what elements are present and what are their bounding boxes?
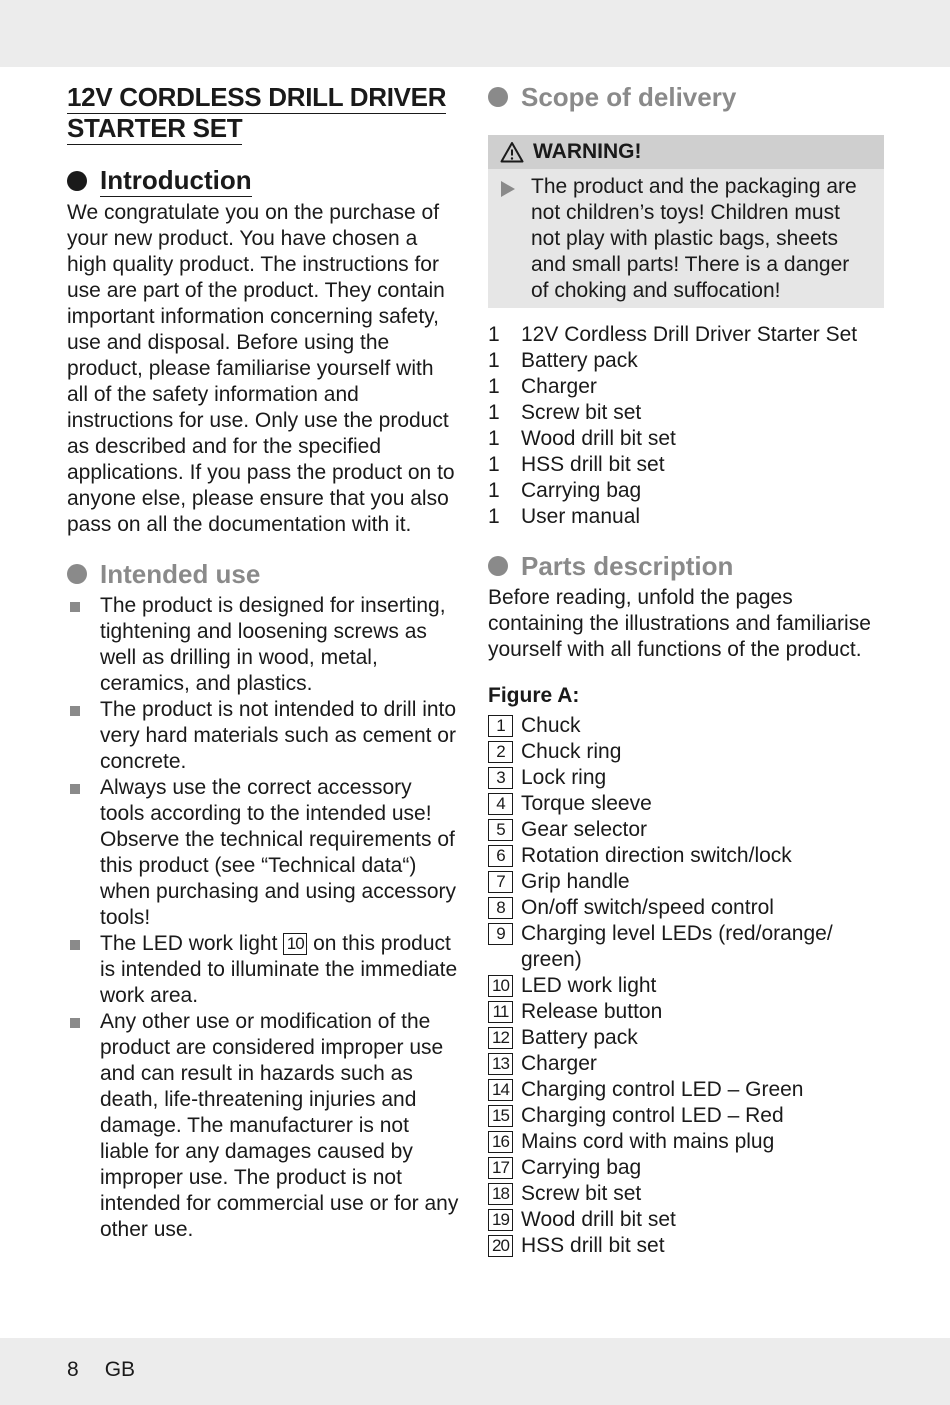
document-title-line2: STARTER SET: [67, 113, 243, 143]
part-number-box: 13: [488, 1053, 513, 1075]
part-name: Charging level LEDs (red/orange/ green): [521, 922, 833, 971]
warning-text: The product and the packaging are not children’s toys! Children must not play with plastic bags, sheets and small parts! There is a danger of choking and suffocation!: [531, 175, 857, 302]
list-item: 1 Charger: [488, 375, 597, 398]
list-item: 1 Screw bit set: [488, 401, 642, 424]
parts-list: [488, 713, 884, 1259]
header-band: [0, 0, 950, 67]
list-item: 1 Wood drill bit set: [488, 427, 676, 450]
arrow-right-icon: [501, 181, 515, 197]
bullet-dot-icon: [488, 87, 508, 107]
part-name: Wood drill bit set: [521, 1208, 676, 1231]
part-name: Charging control LED – Red: [521, 1104, 784, 1127]
part-item: [488, 843, 884, 869]
warning-body: [488, 169, 884, 308]
part-name: Torque sleeve: [521, 792, 652, 815]
part-item: [488, 765, 884, 791]
part-number-box: 9: [488, 923, 513, 945]
document-title: [67, 82, 459, 144]
part-item: [488, 1103, 884, 1129]
square-bullet-icon: [70, 706, 80, 716]
part-item: [488, 713, 884, 739]
part-name: Charger: [521, 1052, 597, 1075]
part-item: [488, 1077, 884, 1103]
scope-of-delivery-heading: [488, 81, 884, 113]
warning-title: WARNING!: [533, 140, 642, 163]
list-item: 1 User manual: [488, 505, 641, 528]
part-item: [488, 973, 884, 999]
parts-description-heading: [488, 550, 884, 582]
part-name: Screw bit set: [521, 1182, 642, 1205]
list-item: Always use the correct accessory tools according to the intended use! Observe the technical requirements of this product (see “Technical data“) when purchasing and using accessory tools!: [67, 775, 459, 931]
part-item: [488, 1233, 884, 1259]
footer: [67, 1358, 161, 1382]
part-item: [488, 739, 884, 765]
square-bullet-icon: [70, 1018, 80, 1028]
part-item: [488, 1129, 884, 1155]
part-number-box: 6: [488, 845, 513, 867]
part-name: Chuck: [521, 714, 581, 737]
intended-use-list: [67, 593, 459, 1243]
part-item: [488, 921, 884, 973]
part-item: [488, 895, 884, 921]
part-item: [488, 791, 884, 817]
part-name: Chuck ring: [521, 740, 622, 763]
part-name: Gear selector: [521, 818, 648, 841]
part-number-box: 10: [488, 975, 513, 997]
part-name: Rotation direction switch/lock: [521, 844, 792, 867]
part-item: [488, 869, 884, 895]
part-number-box: 1: [488, 715, 513, 737]
part-number-box: 14: [488, 1079, 513, 1101]
part-number-box: 7: [488, 871, 513, 893]
part-name: Release button: [521, 1000, 663, 1023]
part-name: Mains cord with mains plug: [521, 1130, 775, 1153]
list-item: The product is designed for inserting, tightening and loosening screws as well as drilling in wood, metal, ceramics, and plastics.: [67, 593, 459, 697]
square-bullet-icon: [70, 940, 80, 950]
scope-of-delivery-heading-text: Scope of delivery: [521, 82, 737, 112]
list-item: The LED work light 10 on this product is intended to illuminate the immediate work area.: [67, 931, 459, 1009]
part-number-box: 11: [488, 1001, 513, 1023]
introduction-text: We congratulate you on the purchase of your new product. You have chosen a high quality product. The instructions for use are part of the product. They contain important information concerning safety, use and disposal. Before using the product, please familiarise yourself with all of the safety information and instructions for use. Only use the product as described and for the specified applications. If you pass the product on to anyone else, please ensure that you also pass on all the documentation with it.: [67, 201, 455, 536]
document-title-line1: 12V CORDLESS DRILL DRIVER: [67, 82, 447, 112]
part-number-box: 5: [488, 819, 513, 841]
warning-header: [488, 135, 884, 169]
part-name: Lock ring: [521, 766, 607, 789]
warning-triangle-icon: [500, 141, 524, 163]
list-item: Any other use or modification of the product are considered improper use and can result in hazards such as death, life-threatening injuries and damage. The manufacturer is not liable for any damages caused by improper use. The product is not intended for commercial use or for any other use.: [67, 1009, 459, 1243]
intended-use-heading-text: Intended use: [100, 559, 261, 589]
figure-label: Figure A:: [488, 684, 580, 707]
list-item: 1 Battery pack: [488, 349, 638, 372]
page-number: 8: [67, 1358, 79, 1381]
part-item: [488, 999, 884, 1025]
parts-description-heading-text: Parts description: [521, 551, 734, 581]
parts-description-text: Before reading, unfold the pages containing the illustrations and familiarise yourself with all functions of the product.: [488, 586, 871, 661]
left-column: [67, 80, 459, 1243]
bullet-dot-icon: [488, 556, 508, 576]
introduction-heading-text: Introduction: [100, 165, 252, 195]
list-item: 1 HSS drill bit set: [488, 453, 665, 476]
part-name: Grip handle: [521, 870, 630, 893]
part-item: [488, 1155, 884, 1181]
part-number-box: 4: [488, 793, 513, 815]
part-item: [488, 1025, 884, 1051]
list-item: 1 Carrying bag: [488, 479, 642, 502]
part-number-box: 20: [488, 1235, 513, 1257]
part-number-box: 2: [488, 741, 513, 763]
part-item: [488, 1207, 884, 1233]
part-item: [488, 1181, 884, 1207]
part-number-box: 8: [488, 897, 513, 919]
part-reference-box: 10: [283, 933, 307, 955]
list-item: The product is not intended to drill into very hard materials such as cement or concrete.: [67, 697, 459, 775]
part-item: [488, 817, 884, 843]
part-number-box: 19: [488, 1209, 513, 1231]
part-number-box: 12: [488, 1027, 513, 1049]
intended-use-heading: [67, 558, 459, 590]
part-number-box: 16: [488, 1131, 513, 1153]
list-item: 1 12V Cordless Drill Driver Starter Set: [488, 323, 858, 346]
delivery-list: [488, 322, 884, 530]
language-code: GB: [104, 1358, 136, 1381]
part-number-box: 3: [488, 767, 513, 789]
square-bullet-icon: [70, 784, 80, 794]
part-name: Battery pack: [521, 1026, 638, 1049]
part-number-box: 18: [488, 1183, 513, 1205]
part-number-box: 15: [488, 1105, 513, 1127]
bullet-dot-icon: [67, 564, 87, 584]
warning-box: [488, 135, 884, 308]
part-name: Carrying bag: [521, 1156, 642, 1179]
bullet-dot-icon: [67, 171, 87, 191]
right-column: [488, 80, 884, 1259]
part-name: HSS drill bit set: [521, 1234, 665, 1257]
part-name: On/off switch/speed control: [521, 896, 774, 919]
square-bullet-icon: [70, 602, 80, 612]
part-name: LED work light: [521, 974, 657, 997]
part-item: [488, 1051, 884, 1077]
part-name: Charging control LED – Green: [521, 1078, 804, 1101]
introduction-heading: [67, 164, 459, 197]
part-number-box: 17: [488, 1157, 513, 1179]
